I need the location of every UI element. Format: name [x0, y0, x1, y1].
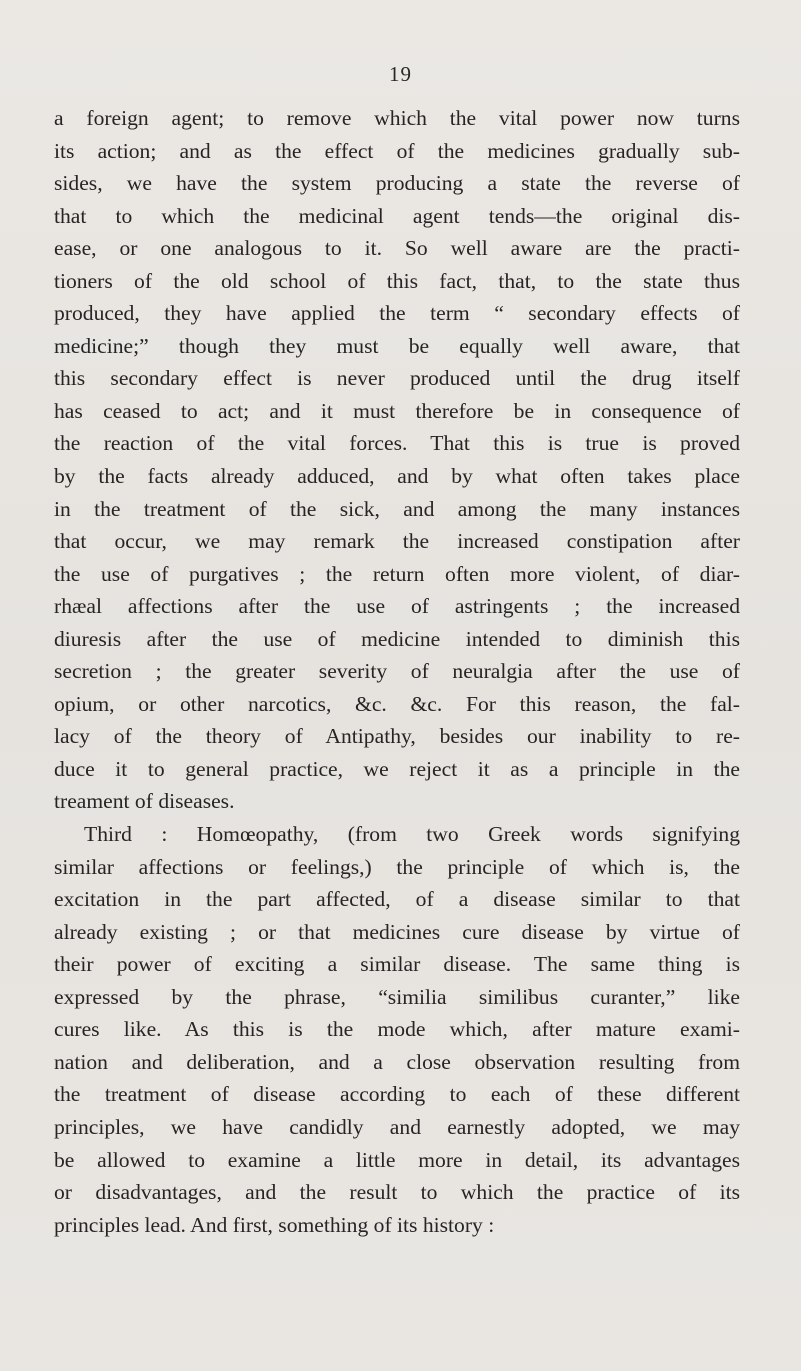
text-line: secretion ; the greater severity of neuralgia after the use of — [54, 659, 740, 684]
text-line: produced, they have applied the term “ secondary effects of — [54, 301, 740, 326]
text-line: its action; and as the effect of the medicines gradually sub- — [54, 138, 740, 163]
text-line: Third : Homœopathy, (from two Greek words signifying — [84, 822, 740, 847]
text-line: by the facts already adduced, and by what often takes place — [54, 464, 740, 489]
text-line: medicine;” though they must be equally well aware, that — [54, 333, 740, 358]
text-line: diuresis after the use of medicine intended to diminish this — [54, 626, 740, 651]
text-line: already existing ; or that medicines cure disease by virtue of — [54, 919, 740, 944]
text-line: ease, or one analogous to it. So well aware are the practi- — [54, 236, 740, 261]
text-line: duce it to general practice, we reject it as a principle in the — [54, 756, 740, 781]
paragraph-homoeopathy — [54, 818, 740, 1241]
text-line: the reaction of the vital forces. That this is true is proved — [54, 431, 740, 456]
text-line: cures like. As this is the mode which, after mature exami- — [54, 1017, 740, 1042]
text-line: that to which the medicinal agent tends—the original dis- — [54, 203, 740, 228]
text-line: be allowed to examine a little more in detail, its advantages — [54, 1147, 740, 1172]
body-text — [54, 102, 740, 1241]
text-line: has ceased to act; and it must therefore be in consequence of — [54, 398, 740, 423]
text-line: in the treatment of the sick, and among the many instances — [54, 496, 740, 521]
text-line: that occur, we may remark the increased constipation after — [54, 529, 740, 554]
text-line: principles, we have candidly and earnestly adopted, we may — [54, 1114, 740, 1139]
text-line: sides, we have the system producing a state the reverse of — [54, 171, 740, 196]
text-line: tioners of the old school of this fact, that, to the state thus — [54, 268, 740, 293]
text-line: nation and deliberation, and a close observation resulting from — [54, 1049, 740, 1074]
text-line: similar affections or feelings,) the principle of which is, the — [54, 854, 740, 879]
text-line: treament of diseases. — [54, 789, 235, 814]
text-line: the treatment of disease according to each of these different — [54, 1082, 740, 1107]
text-line: opium, or other narcotics, &c. &c. For this reason, the fal- — [54, 691, 740, 716]
text-line: this secondary effect is never produced until the drug itself — [54, 366, 740, 391]
text-line: excitation in the part affected, of a disease similar to that — [54, 887, 740, 912]
text-line: rhæal affections after the use of astringents ; the increased — [54, 594, 740, 619]
text-line: lacy of the theory of Antipathy, besides our inability to re- — [54, 724, 740, 749]
text-line: expressed by the phrase, “similia similibus curanter,” like — [54, 984, 740, 1009]
text-line: a foreign agent; to remove which the vital power now turns — [54, 106, 740, 130]
text-line: or disadvantages, and the result to which the practice of its — [54, 1180, 740, 1205]
text-line: principles lead. And first, something of its history : — [54, 1212, 495, 1237]
paragraph-antipathy — [54, 102, 740, 818]
text-line: their power of exciting a similar disease. The same thing is — [54, 952, 740, 977]
text-line: the use of purgatives ; the return often more violent, of diar- — [54, 561, 740, 586]
page-number: 19 — [389, 62, 412, 86]
